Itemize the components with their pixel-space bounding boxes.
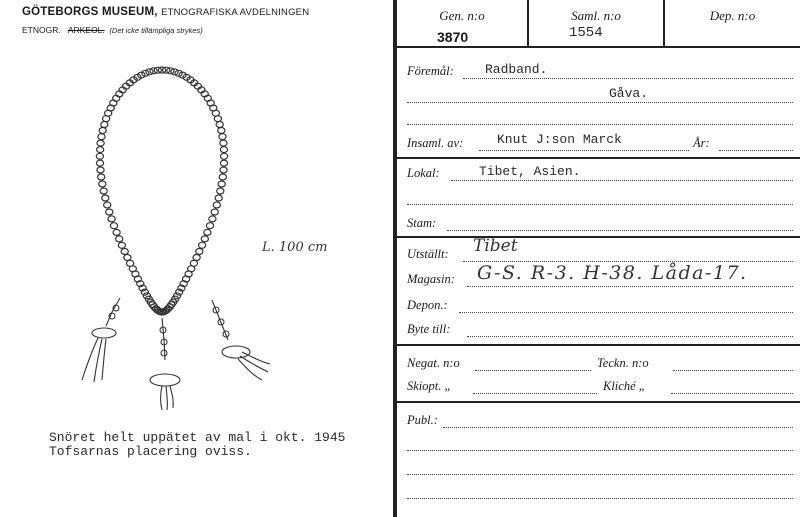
tassel-right — [212, 300, 270, 380]
bead — [100, 188, 107, 194]
stam-label: Stam: — [407, 216, 437, 230]
bead — [98, 174, 105, 180]
bead — [97, 167, 104, 173]
publ-label: Publ.: — [407, 413, 438, 427]
dep-label: Dep. n:o — [709, 8, 756, 23]
rosary-drawing — [40, 50, 350, 420]
bead — [99, 128, 106, 134]
byte-label: Byte till: — [407, 322, 451, 336]
bead — [98, 134, 105, 140]
skiopt-label: Skiopt. „ — [407, 379, 452, 393]
utstallt-label: Utställt: — [407, 247, 449, 261]
byte-line — [467, 336, 793, 337]
gen-label: Gen. n:o — [439, 8, 485, 23]
insaml-line — [479, 150, 689, 151]
section-rule-4 — [397, 401, 800, 403]
department-name: ETNOGRAFISKA AVDELNINGEN — [161, 7, 310, 18]
utstallt-value: Tibet — [473, 236, 518, 256]
kliche-line — [671, 393, 793, 394]
bead — [218, 181, 225, 187]
gen-value: 3870 — [437, 29, 469, 45]
bead — [220, 160, 227, 166]
bead — [99, 181, 106, 187]
bead — [213, 202, 220, 208]
magasin-label: Magasin: — [407, 272, 455, 286]
section-rule-2 — [397, 236, 800, 238]
bead — [127, 260, 134, 266]
bead — [219, 174, 226, 180]
depon-label: Depon.: — [407, 298, 448, 312]
bead — [96, 160, 103, 166]
ar-line — [719, 150, 793, 151]
lokal-line — [451, 180, 793, 181]
museum-header — [22, 6, 309, 18]
lokal-label: Lokal: — [407, 166, 440, 180]
foremal-value: Radband. — [485, 62, 548, 77]
stam-line — [447, 230, 793, 231]
bead — [108, 216, 115, 222]
saml-value: 1554 — [569, 25, 603, 41]
kliche-label: Kliché „ — [603, 379, 646, 393]
tassel-middle — [150, 318, 180, 410]
bead — [96, 153, 103, 159]
bead — [124, 255, 131, 261]
header-rule — [397, 46, 800, 48]
bead — [104, 202, 111, 208]
etnogr-label: ETNOGR. — [22, 25, 61, 35]
bead — [97, 140, 104, 146]
bead — [211, 209, 218, 215]
bead — [106, 209, 113, 215]
bead — [113, 229, 120, 235]
publ-line-3 — [407, 474, 793, 475]
publ-line-1 — [443, 427, 793, 428]
bead — [110, 223, 117, 229]
bead — [116, 236, 123, 242]
bead — [118, 242, 125, 248]
lokal-value: Tibet, Asien. — [479, 164, 581, 179]
catalog-card — [397, 0, 800, 517]
publ-line-4 — [407, 498, 793, 499]
bead — [220, 147, 227, 153]
bead — [214, 116, 221, 122]
depon-line — [459, 312, 793, 313]
publ-line-2 — [407, 450, 793, 451]
insaml-value: Knut J:son Marck — [497, 132, 622, 147]
gava-value: Gåva. — [609, 86, 649, 101]
foremal-line-3 — [407, 124, 793, 125]
bead — [206, 223, 213, 229]
section-rule-3 — [397, 344, 800, 346]
bead — [204, 229, 211, 235]
skiopt-line — [473, 393, 597, 394]
bead — [215, 195, 222, 201]
bead — [101, 122, 108, 128]
bead — [217, 188, 224, 194]
bead — [196, 249, 203, 255]
size-note: L. 100 cm — [262, 240, 328, 255]
rosary-beads — [96, 67, 227, 315]
bead — [154, 67, 161, 73]
bead — [216, 122, 223, 128]
bead — [193, 255, 200, 261]
teckn-label: Teckn. n:o — [597, 356, 649, 370]
bead — [97, 147, 104, 153]
bead — [220, 167, 227, 173]
negat-label: Negat. n:o — [407, 356, 460, 370]
insaml-label: Insaml. av: — [407, 136, 464, 150]
foremal-label: Föremål: — [407, 64, 454, 78]
tassel-left — [82, 298, 120, 382]
magasin-value: G-S. R-3. H-38. Låda-17. — [477, 262, 748, 284]
category-line — [22, 25, 203, 35]
bead — [209, 216, 216, 222]
arkeol-label: ARKEOL. — [67, 25, 105, 35]
museum-name: GÖTEBORGS MUSEUM, — [22, 6, 158, 18]
bead — [219, 134, 226, 140]
lokal-line-2 — [407, 204, 793, 205]
ar-label: År: — [693, 136, 710, 150]
caption-line-2: Tofsarnas placering oviss. — [49, 444, 252, 459]
bead — [102, 195, 109, 201]
strike-note: (Det icke tillämpliga strykes) — [109, 26, 203, 35]
bead — [199, 242, 206, 248]
caption-line-1: Snöret helt uppätet av mal i okt. 1945 — [49, 430, 346, 445]
bead — [218, 128, 225, 134]
foremal-line-2 — [407, 102, 793, 103]
negat-line — [475, 370, 591, 371]
teckn-line — [673, 370, 793, 371]
bead — [221, 153, 228, 159]
magasin-line — [467, 286, 793, 287]
section-rule-1 — [397, 157, 800, 159]
bead — [121, 249, 128, 255]
saml-label: Saml. n:o — [571, 8, 621, 23]
bead — [201, 236, 208, 242]
bead — [220, 140, 227, 146]
foremal-line — [463, 78, 793, 79]
